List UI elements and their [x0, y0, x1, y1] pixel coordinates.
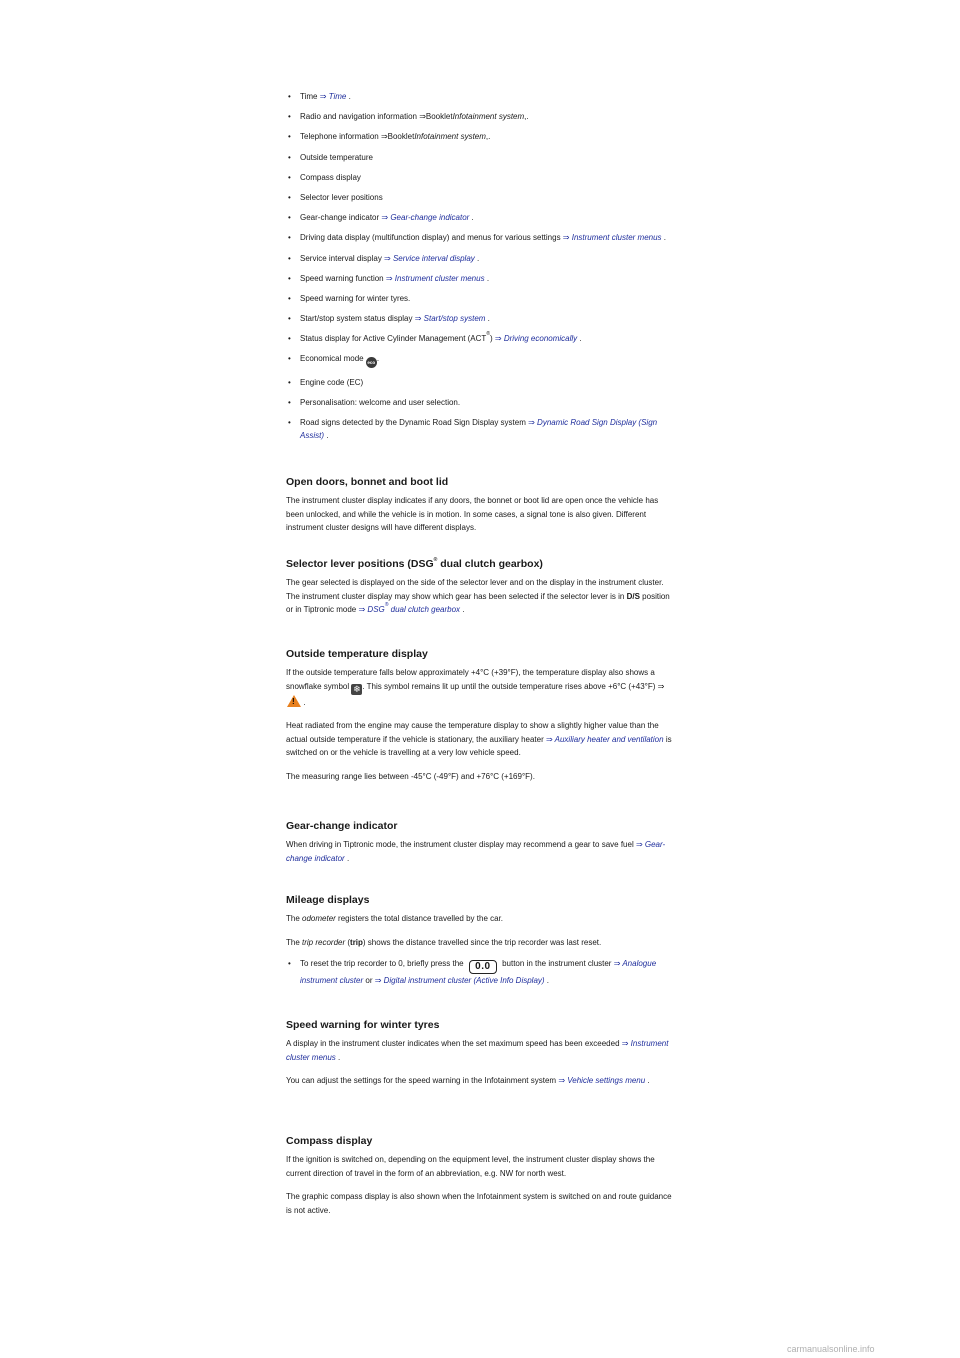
list-item: • Gear-change indicator ⇒ Gear-change indicator .	[286, 211, 678, 224]
list-item: • Economical mode eco .	[286, 352, 678, 368]
analogue-cluster-link[interactable]: ⇒ Analogue instrument cluster	[300, 959, 657, 985]
auxiliary-heater-link[interactable]: ⇒ Auxiliary heater and ventilation	[546, 734, 664, 744]
section-text: You can adjust the settings for the speed warning in the Infotainment system ⇒ Vehicle settings menu .	[286, 1076, 650, 1085]
digital-cluster-link[interactable]: ⇒ Digital instrument cluster (Active Info Display)	[374, 976, 545, 985]
list-item: • Radio and navigation information ⇒BookletInfotainment system,.	[286, 110, 678, 123]
list-item: • Speed warning function ⇒ Instrument cluster menus .	[286, 272, 678, 285]
list-item: • To reset the trip recorder to 0, briefly press the 0.0 button in the instrument cluster ⇒ Analogue instrument cluster or ⇒ Digital instrument cluster (Active Info Display) .	[286, 957, 678, 987]
gear-change-link[interactable]: ⇒ Gear-change indicator	[286, 840, 666, 863]
instrument-cluster-menus-link[interactable]: ⇒ Instrument cluster menus	[385, 273, 485, 283]
section-title: Open doors, bonnet and boot lid	[286, 476, 449, 488]
list-item: • Personalisation: welcome and user selection.	[286, 396, 678, 409]
section-text: The measuring range lies between -45°C (-49°F) and +76°C (+169°F).	[286, 771, 535, 781]
list-item: • Outside temperature	[286, 151, 678, 164]
eco-icon: eco	[366, 357, 377, 368]
list-item: • Start/stop system status display ⇒ Start/stop system .	[286, 312, 678, 325]
gear-change-section	[286, 820, 678, 865]
instrument-cluster-menus-link[interactable]: ⇒ Instrument cluster menus	[286, 1039, 669, 1062]
footer-watermark: carmanualsonline.info	[787, 1344, 875, 1354]
section-text: If the ignition is switched on, depending on the equipment level, the instrument cluster display shows the current direction of travel in the form of an abbreviation, e.g. NW for north west.	[286, 1155, 655, 1178]
section-title: Outside temperature display	[286, 648, 428, 660]
doors-section	[286, 476, 678, 535]
trip-reset-button-icon: 0.0	[469, 960, 497, 974]
list-item: • Road signs detected by the Dynamic Road Sign Display system ⇒ Dynamic Road Sign Display (Sign Assist) .	[286, 416, 678, 442]
winter-tyres-section	[286, 1019, 678, 1088]
display-items-list	[286, 90, 678, 449]
outside-temperature-section	[286, 648, 678, 783]
warning-triangle-icon[interactable]: !	[287, 695, 301, 707]
section-title: Compass display	[286, 1135, 373, 1147]
gear-change-link[interactable]: ⇒ Gear-change indicator	[381, 213, 470, 223]
list-item: • Engine code (EC)	[286, 376, 678, 389]
list-item: • Telephone information ⇒BookletInfotainment system,.	[286, 130, 678, 143]
section-text: The graphic compass display is also shown when the Infotainment system is switched on and route guidance is not active.	[286, 1192, 672, 1215]
section-text: Heat radiated from the engine may cause the temperature display to show a slightly higher value than the actual outside temperature if the vehicle is stationary, the auxiliary heater ⇒ Auxiliary heater and ventilation is switched on or the vehicle is travelling at a very low vehicle speed.	[286, 721, 672, 757]
reset-steps-list	[286, 957, 678, 987]
section-text: When driving in Tiptronic mode, the instrument cluster display may recommend a gear to save fuel ⇒ Gear-change indicator .	[286, 840, 666, 863]
driving-economically-link[interactable]: ⇒ Driving economically	[494, 334, 578, 344]
service-interval-link[interactable]: ⇒ Service interval display	[384, 253, 475, 263]
snowflake-icon: ❄	[353, 683, 361, 694]
section-text: The odometer registers the total distance travelled by the car.	[286, 914, 504, 923]
section-title: Selector lever positions (DSG® dual clutch gearbox)	[286, 557, 543, 570]
list-item: • Selector lever positions	[286, 191, 678, 204]
mileage-section	[286, 894, 678, 987]
section-title: Mileage displays	[286, 894, 370, 906]
section-text: The trip recorder (trip) shows the distance travelled since the trip recorder was last reset.	[286, 937, 602, 947]
vehicle-settings-link[interactable]: ⇒ Vehicle settings menu	[558, 1076, 646, 1085]
section-text: The instrument cluster display indicates if any doors, the bonnet or boot lid are open once the vehicle has been unlocked, and while the vehicle is in motion. In some cases, a signal tone is also given. Different instrument cluster designs will have different displays.	[286, 496, 659, 532]
dynamic-road-sign-link[interactable]: ⇒ Dynamic Road Sign Display (Sign Assist)	[300, 418, 658, 440]
section-text: A display in the instrument cluster indicates when the set maximum speed has been exceeded ⇒ Instrument cluster menus .	[286, 1039, 669, 1062]
time-link[interactable]: ⇒ Time	[319, 92, 347, 101]
compass-section	[286, 1135, 678, 1217]
list-item: • Driving data display (multifunction display) and menus for various settings ⇒ Instrument cluster menus .	[286, 231, 678, 244]
section-text: The gear selected is displayed on the side of the selector lever and on the display in the instrument cluster. The instrument cluster display may show which gear has been selected if the selector lever is in D/S position or in Tiptronic mode ⇒ DSG® dual clutch gearbox .	[286, 578, 670, 614]
list-item: • Speed warning for winter tyres.	[286, 292, 678, 305]
section-title: Speed warning for winter tyres	[286, 1019, 440, 1031]
list-item: • Service interval display ⇒ Service interval display .	[286, 252, 678, 265]
instrument-cluster-menus-link[interactable]: ⇒ Instrument cluster menus	[562, 233, 662, 243]
list-item: • Compass display	[286, 171, 678, 184]
selector-section	[286, 558, 678, 617]
list-item: • Status display for Active Cylinder Management (ACT®) ⇒ Driving economically .	[286, 332, 678, 345]
section-title: Gear-change indicator	[286, 820, 398, 832]
list-item: • Time ⇒ Time .	[286, 90, 678, 103]
dsg-gearbox-link[interactable]: ⇒ DSG® dual clutch gearbox	[358, 602, 461, 614]
section-text: If the outside temperature falls below approximately +4°C (+39°F), the temperature display also shows a snowflake symbol ❄ . This symbol remains lit up until the outside temperature rises above +6°C (+43°F) ⇒ ! .	[286, 668, 665, 707]
start-stop-link[interactable]: ⇒ Start/stop system	[414, 314, 486, 324]
